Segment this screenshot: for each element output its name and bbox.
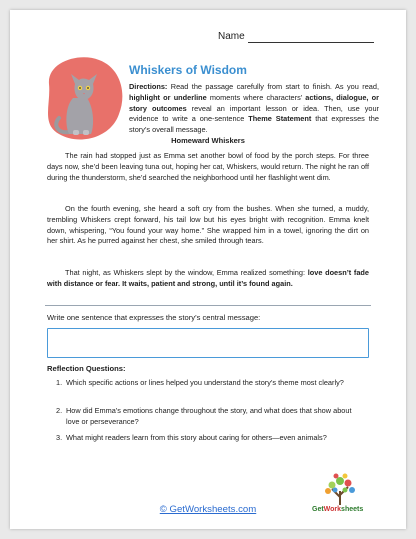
name-label: Name: [218, 31, 245, 42]
footer-link[interactable]: © GetWorksheets.com: [159, 504, 257, 515]
cat-body-icon: [66, 98, 93, 134]
passage-paragraph-3: That night, as Whiskers slept by the window, Emma realized something: love doesn’t fade with distance or fear. It waits, patient and strong, until it’s found again.: [47, 268, 369, 288]
theme-prompt: Write one sentence that expresses the story’s central message:: [47, 313, 261, 322]
passage-paragraph-2: On the fourth evening, she heard a soft cry from the bushes. When she turned, a muddy, trembling Whiskers crept forward, his tail low but his eyes bright with recognition. Emma knelt down, whispering, “You found your way home.” She wrapped him in a towel, ignoring the dirt on her shirt. As he purred against her chest, she smiled through tears.: [47, 204, 369, 246]
directions: Directions: Read the passage carefully from start to finish. As you read, highlight or underline moments where characters’ actions, dialogue, or story outcomes reveal an important lesson or idea. Then, use your evidence to write a one-sentence Theme Statement that expresses the story’s overall message.: [129, 82, 379, 135]
logo-wordmark: GetWorksheets: [312, 506, 364, 513]
theme-answer-box[interactable]: [47, 328, 369, 358]
directions-label: Directions:: [129, 82, 168, 91]
reflection-title: Reflection Questions:: [47, 364, 126, 373]
worksheet-title: Whiskers of Wisdom: [129, 63, 247, 77]
passage-title: Homeward Whiskers: [171, 136, 245, 145]
cat-illustration: [39, 54, 125, 144]
section-divider: [45, 305, 371, 306]
passage-paragraph-1: The rain had stopped just as Emma set another bowl of food by the porch steps. For three days now, she’d been leaving tuna out, hoping her cat, Whiskers, would return. The night he ran off during the thunderstorm, she’d searched the neighborhood until her flashlight went dim.: [47, 151, 369, 182]
name-line[interactable]: [248, 42, 374, 43]
